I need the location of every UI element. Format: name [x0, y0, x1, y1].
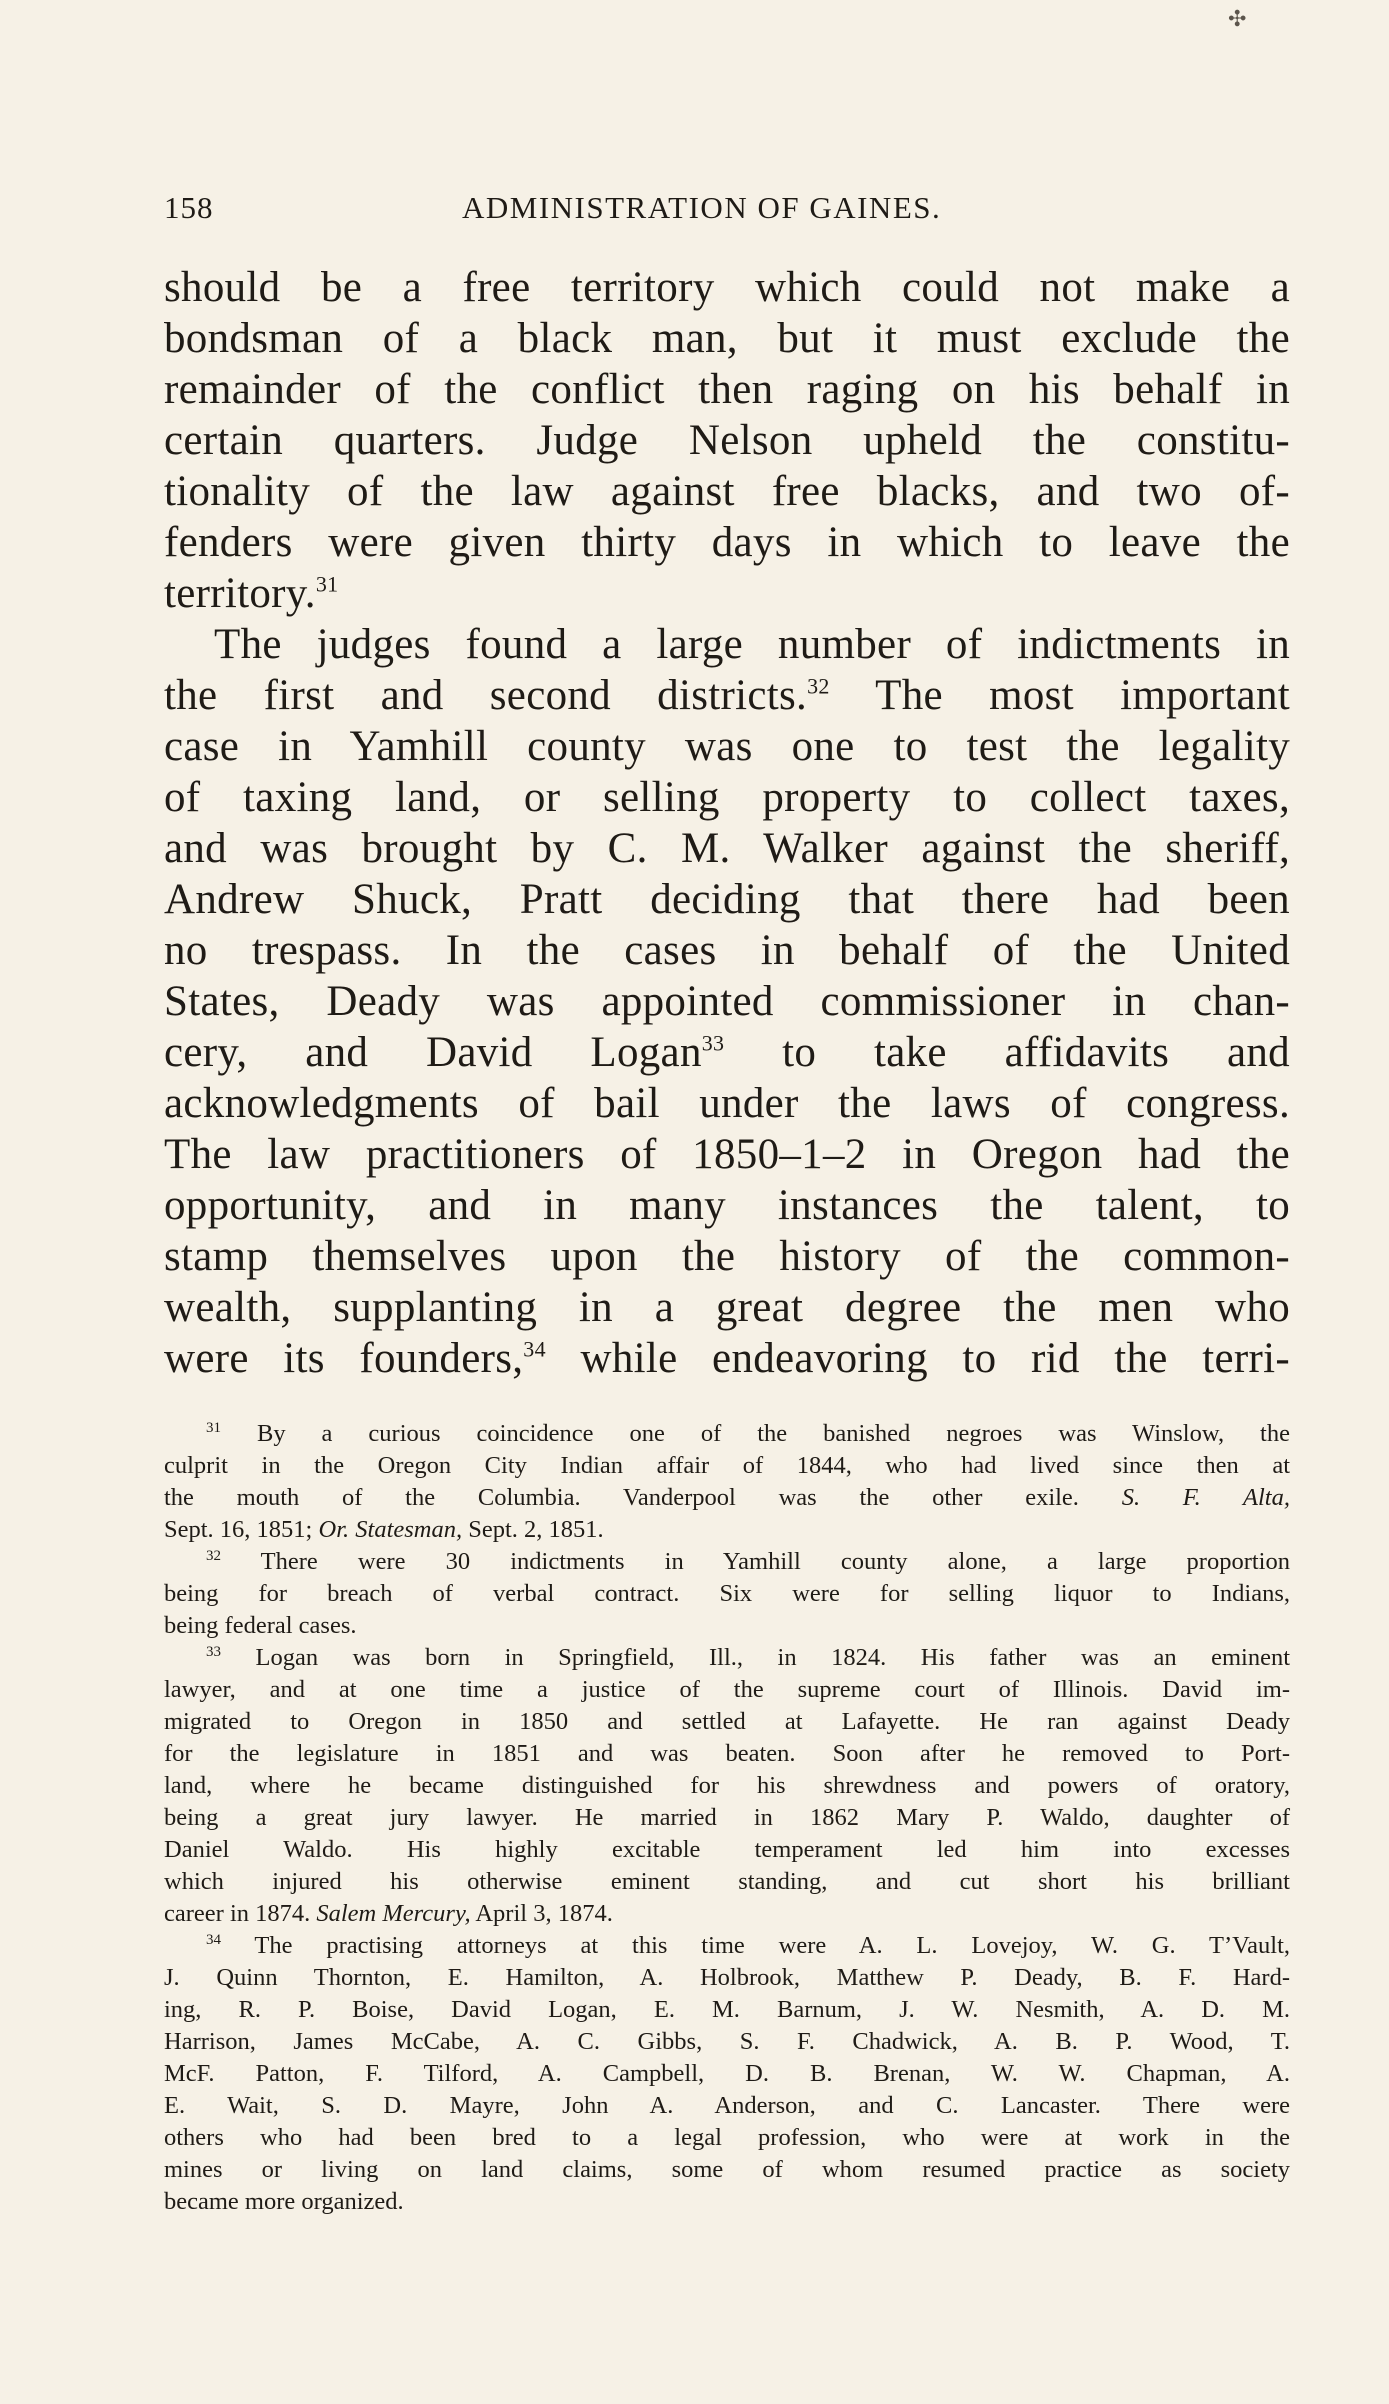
body-line: no trespass. In the cases in behalf of the United [164, 927, 1290, 974]
body-line [164, 1027, 1290, 1078]
footnote-text: career in 1874. [164, 1900, 317, 1927]
footnote-text: The practising attorneys at this time were A. L. Lovejoy, W. G. T’Vault, [254, 1932, 1291, 1959]
citation: S. F. Alta, [1121, 1484, 1290, 1511]
footnote-33-line: lawyer, and at one time a justice of the supreme court of Illinois. David im- [164, 1676, 1290, 1703]
footnote-ref: 32 [807, 673, 830, 699]
body-line: Andrew Shuck, Pratt deciding that there had been [164, 876, 1290, 923]
footnote-text: Logan was born in Springfield, Ill., in 1824. His father was an eminent [255, 1644, 1290, 1671]
footnote-ref: 31 [315, 571, 339, 597]
footnote-34-line: Harrison, James McCabe, A. C. Gibbs, S. F. Chadwick, A. B. P. Wood, T. [164, 2028, 1290, 2055]
body-line: tionality of the law against free blacks, and two of- [164, 468, 1290, 515]
body-line: The judges found a large number of indictments in [214, 621, 1290, 668]
body-line: remainder of the conflict then raging on his behalf in [164, 366, 1290, 413]
line-text: the first and second districts. [164, 672, 808, 719]
line-text: to take affidavits and [724, 1029, 1290, 1076]
footnote-ref: 34 [523, 1336, 546, 1362]
body-line: case in Yamhill county was one to test the legality [164, 723, 1290, 770]
body-line [164, 1333, 1290, 1384]
footnote-34-line: J. Quinn Thornton, E. Hamilton, A. Holbrook, Matthew P. Deady, B. F. Hard- [164, 1964, 1290, 1991]
footnote-text: April 3, 1874. [470, 1900, 613, 1927]
body-line: wealth, supplanting in a great degree the men who [164, 1284, 1290, 1331]
body-line: of taxing land, or selling property to collect taxes, [164, 774, 1290, 821]
body-line: States, Deady was appointed commissioner in chan- [164, 978, 1290, 1025]
footnote-34-line [164, 1930, 1290, 1962]
page-number: 158 [164, 190, 214, 225]
footnote-34-line: E. Wait, S. D. Mayre, John A. Anderson, and C. Lancaster. There were [164, 2092, 1290, 2119]
footnote-31-line [164, 1514, 1290, 1546]
footnote-text: Sept. 16, 1851; [164, 1516, 319, 1543]
body-line [164, 670, 1290, 721]
footnote-32-line: being federal cases. [164, 1612, 357, 1639]
footnote-31-line [164, 1482, 1290, 1514]
footnote-text: By a curious coincidence one of the banished negroes was Winslow, the [256, 1420, 1290, 1447]
footnote-number: 32 [206, 1547, 221, 1564]
footnote-number: 31 [206, 1419, 221, 1436]
footnote-34-line: McF. Patton, F. Tilford, A. Campbell, D. B. Brenan, W. W. Chapman, A. [164, 2060, 1290, 2087]
body-line: certain quarters. Judge Nelson upheld the constitu- [164, 417, 1290, 464]
footnote-33-line: Daniel Waldo. His highly excitable temperament led him into excesses [164, 1836, 1290, 1863]
running-title: ADMINISTRATION OF GAINES. [462, 190, 942, 225]
body-line: The law practitioners of 1850–1–2 in Oregon had the [164, 1131, 1290, 1178]
footnote-31-line: culprit in the Oregon City Indian affair of 1844, who had lived since then at [164, 1452, 1290, 1479]
body-text [164, 262, 1290, 1384]
footnote-text: the mouth of the Columbia. Vanderpool was the other exile. [164, 1484, 1122, 1511]
footnote-33-line: for the legislature in 1851 and was beaten. Soon after he removed to Port- [164, 1740, 1290, 1767]
body-line: should be a free territory which could not make a [164, 264, 1290, 311]
footnote-number: 34 [206, 1931, 221, 1948]
footnote-text: Sept. 2, 1851. [462, 1516, 604, 1543]
footnote-33-line [164, 1898, 1290, 1930]
footnote-text: There were 30 indictments in Yamhill county alone, a large proportion [260, 1548, 1290, 1575]
footnote-ref: 33 [701, 1030, 725, 1056]
line-text: cery, and David Logan [164, 1029, 702, 1076]
footnotes [164, 1418, 1290, 2218]
footnote-number: 33 [206, 1643, 221, 1660]
body-line: fenders were given thirty days in which to leave the [164, 519, 1290, 566]
line-text: The most important [829, 672, 1290, 719]
body-line: opportunity, and in many instances the talent, to [164, 1182, 1290, 1229]
running-header [164, 190, 1290, 234]
footnote-34-line: became more organized. [164, 2188, 404, 2215]
body-line: and was brought by C. M. Walker against the sheriff, [164, 825, 1290, 872]
footnote-34-line: others who had been bred to a legal profession, who were at work in the [164, 2124, 1290, 2151]
citation: Salem Mercury, [316, 1900, 471, 1927]
footnote-33-line: which injured his otherwise eminent standing, and cut short his brilliant [164, 1868, 1290, 1895]
footnote-33-line: being a great jury lawyer. He married in 1862 Mary P. Waldo, daughter of [164, 1804, 1290, 1831]
footnote-34-line: ing, R. P. Boise, David Logan, E. M. Barnum, J. W. Nesmith, A. D. M. [164, 1996, 1290, 2023]
corner-mark: ✣ [1228, 6, 1247, 31]
body-line: stamp themselves upon the history of the common- [164, 1233, 1290, 1280]
line-text: were its founders, [164, 1335, 524, 1382]
footnote-32-line [164, 1546, 1290, 1578]
body-line: bondsman of a black man, but it must exclude the [164, 315, 1290, 362]
line-text: while endeavoring to rid the terri- [545, 1335, 1290, 1382]
footnote-32-line: being for breach of verbal contract. Six were for selling liquor to Indians, [164, 1580, 1290, 1607]
body-line [164, 568, 1290, 619]
body-line: acknowledgments of bail under the laws of congress. [164, 1080, 1290, 1127]
footnote-33-line [164, 1642, 1290, 1674]
footnote-33-line: migrated to Oregon in 1850 and settled at Lafayette. He ran against Deady [164, 1708, 1290, 1735]
line-text: territory. [164, 570, 316, 617]
footnote-34-line: mines or living on land claims, some of whom resumed practice as society [164, 2156, 1290, 2183]
footnote-33-line: land, where he became distinguished for his shrewdness and powers of oratory, [164, 1772, 1290, 1799]
footnote-31-line [164, 1418, 1290, 1450]
citation: Or. Statesman, [318, 1516, 463, 1543]
